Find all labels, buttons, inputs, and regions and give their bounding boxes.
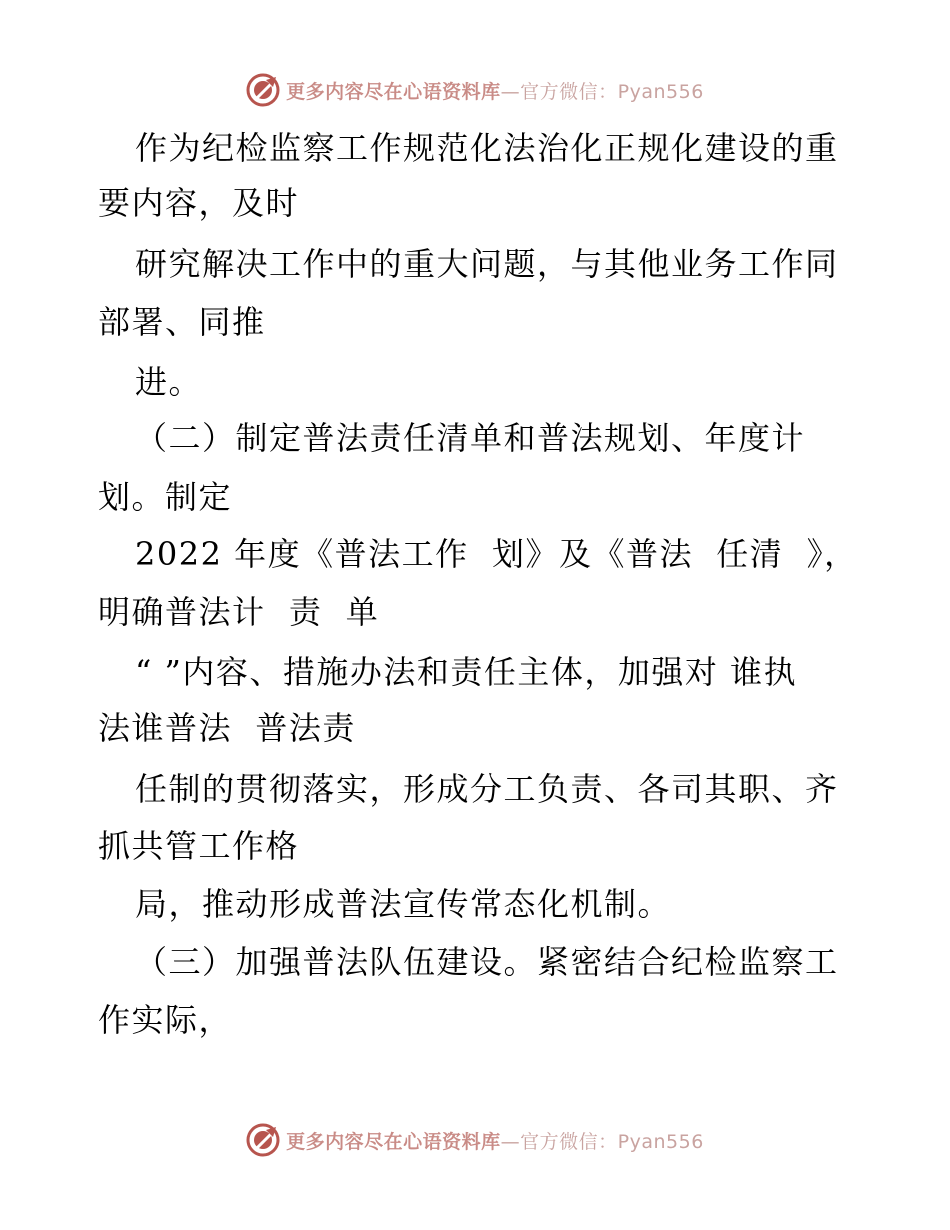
header-watermark bbox=[0, 70, 950, 110]
pen-seal-icon bbox=[246, 73, 280, 107]
footer-watermark-text bbox=[286, 1127, 704, 1154]
watermark-brand: 更多内容尽在心语资料库 bbox=[286, 80, 501, 103]
watermark-dash: — bbox=[500, 1130, 521, 1153]
text-line: 法谁普法 普法责 bbox=[98, 709, 356, 747]
text-line: 研究解决工作中的重大问题，与其他业务工作同 bbox=[135, 245, 839, 283]
watermark-brand: 更多内容尽在心语资料库 bbox=[286, 1130, 501, 1153]
text-line: “ ”内容、措施办法和责任主体，加强对 谁执 bbox=[135, 653, 798, 691]
watermark-suffix: 官方微信：Pyan556 bbox=[520, 80, 704, 103]
watermark-suffix: 官方微信：Pyan556 bbox=[520, 1130, 704, 1153]
text-line: 任制的贯彻落实，形成分工负责、各司其职、齐 bbox=[135, 770, 839, 808]
header-watermark-text bbox=[286, 77, 704, 104]
text-line: 部署、同推 bbox=[98, 303, 266, 341]
text-line: （二）制定普法责任清单和普法规划、年度计 bbox=[135, 419, 806, 457]
text-line: 划。制定 bbox=[98, 478, 233, 516]
footer-watermark bbox=[0, 1120, 950, 1160]
text-line: 进。 bbox=[135, 363, 203, 401]
text-line: 明确普法计 责 单 bbox=[98, 593, 380, 631]
text-line: 要内容，及时 bbox=[98, 184, 300, 222]
text-line: 局，推动形成普法宣传常态化机制。 bbox=[135, 885, 672, 923]
watermark-dash: — bbox=[500, 80, 521, 103]
pen-seal-icon bbox=[246, 1123, 280, 1157]
text-line: 作为纪检监察工作规范化法治化正规化建设的重 bbox=[135, 129, 839, 167]
text-line: 作实际， bbox=[98, 1001, 233, 1039]
text-line: 2022 年度《普法工作 划》及《普法 任清 》， bbox=[135, 535, 858, 573]
text-line: （三）加强普法队伍建设。紧密结合纪检监察工 bbox=[135, 943, 839, 981]
text-line: 抓共管工作格 bbox=[98, 827, 300, 865]
